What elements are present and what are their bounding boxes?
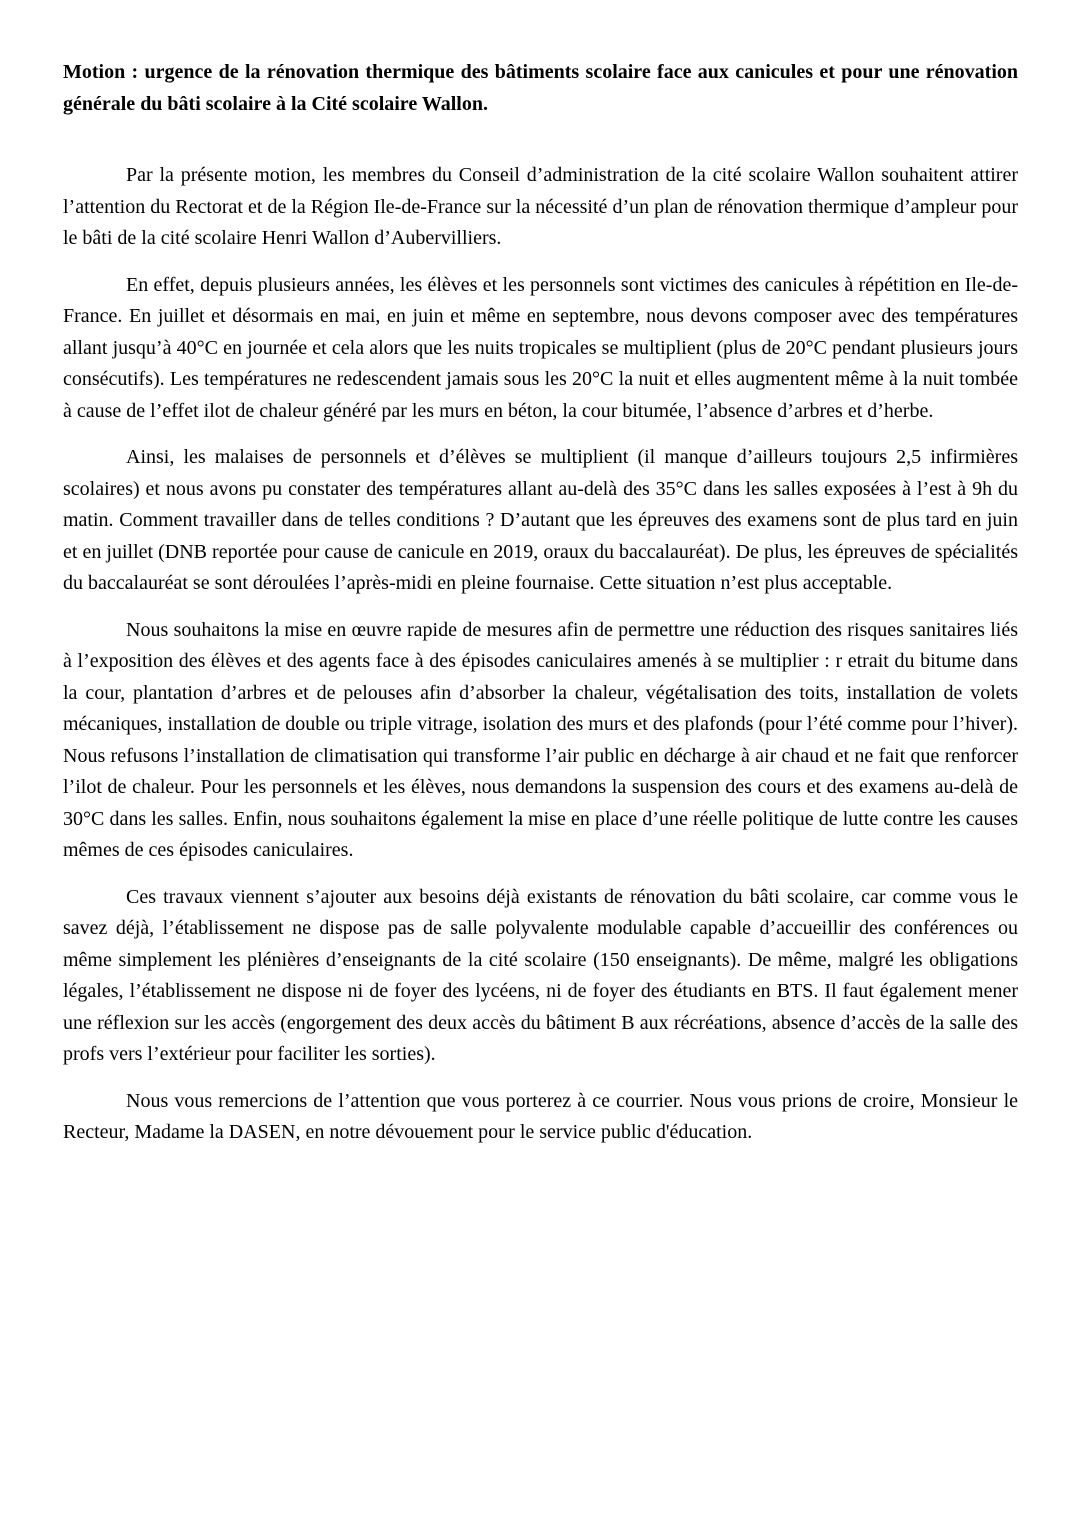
paragraph: Nous souhaitons la mise en œuvre rapide de mesures afin de permettre une réduction des risques sanitaires liés à l’exposition des élèves et des agents face à des épisodes caniculaires amenés à se multiplier : r etrait du bitume dans la cour, plantation d’arbres et de pelouses afin d’absorber la chaleur, végétalisation des toits, installation de volets mécaniques, installation de double ou triple vitrage, isolation des murs et des plafonds (pour l’été comme pour l’hiver). Nous refusons l’installation de climatisation qui transforme l’air public en décharge à air chaud et ne fait que renforcer l’ilot de chaleur. Pour les personnels et les élèves, nous demandons la suspension des cours et des examens au-delà de 30°C dans les salles. Enfin, nous souhaitons également la mise en place d’une réelle politique de lutte contre les causes mêmes de ces épisodes caniculaires. [63,618,1018,861]
document-body [63,160,1018,1149]
paragraph: Nous vous remercions de l’attention que vous porterez à ce courrier. Nous vous prions de croire, Monsieur le Recteur, Madame la DASEN, en notre dévouement pour le service public d'éducation. [63,1089,1018,1143]
paragraph: Ainsi, les malaises de personnels et d’élèves se multiplient (il manque d’ailleurs toujours 2,5 infirmières scolaires) et nous avons pu constater des températures allant au-delà des 35°C dans les salles exposées à l’est à 9h du matin. Comment travailler dans de telles conditions ? D’autant que les épreuves des examens sont de plus tard en juin et en juillet (DNB reportée pour cause de canicule en 2019, oraux du baccalauréat). De plus, les épreuves de spécialités du baccalauréat se sont déroulées l’après-midi en pleine fournaise. Cette situation n’est plus acceptable. [63,446,1018,594]
paragraph: Par la présente motion, les membres du Conseil d’administration de la cité scolaire Wallon souhaitent attirer l’attention du Rectorat et de la Région Ile-de-France sur la nécessité d’un plan de rénovation thermique d’ampleur pour le bâti de la cité scolaire Henri Wallon d’Aubervilliers. [63,164,1018,249]
paragraph: En effet, depuis plusieurs années, les élèves et les personnels sont victimes des canicules à répétition en Ile-de-France. En juillet et désormais en mai, en juin et même en septembre, nous devons composer avec des températures allant jusqu’à 40°C en journée et cela alors que les nuits tropicales se multiplient (plus de 20°C pendant plusieurs jours consécutifs). Les températures ne redescendent jamais sous les 20°C la nuit et elles augmentent même à la nuit tombée à cause de l’effet ilot de chaleur généré par les murs en béton, la cour bitumée, l’absence d’arbres et d’herbe. [63,273,1018,422]
paragraph: Ces travaux viennent s’ajouter aux besoins déjà existants de rénovation du bâti scolaire, car comme vous le savez déjà, l’établissement ne dispose pas de salle polyvalente modulable capable d’accueillir des conférences ou même simplement les plénières d’enseignants de la cité scolaire (150 enseignants). De même, malgré les obligations légales, l’établissement ne dispose ni de foyer des lycéens, ni de foyer des étudiants en BTS. Il faut également mener une réflexion sur les accès (engorgement des deux accès du bâtiment B aux récréations, absence d’accès de la salle des profs vers l’extérieur pour faciliter les sorties). [63,885,1018,1065]
document-title: Motion : urgence de la rénovation thermique des bâtiments scolaire face aux canicules et pour une rénovation générale du bâti scolaire à la Cité scolaire Wallon. [63,61,1018,115]
